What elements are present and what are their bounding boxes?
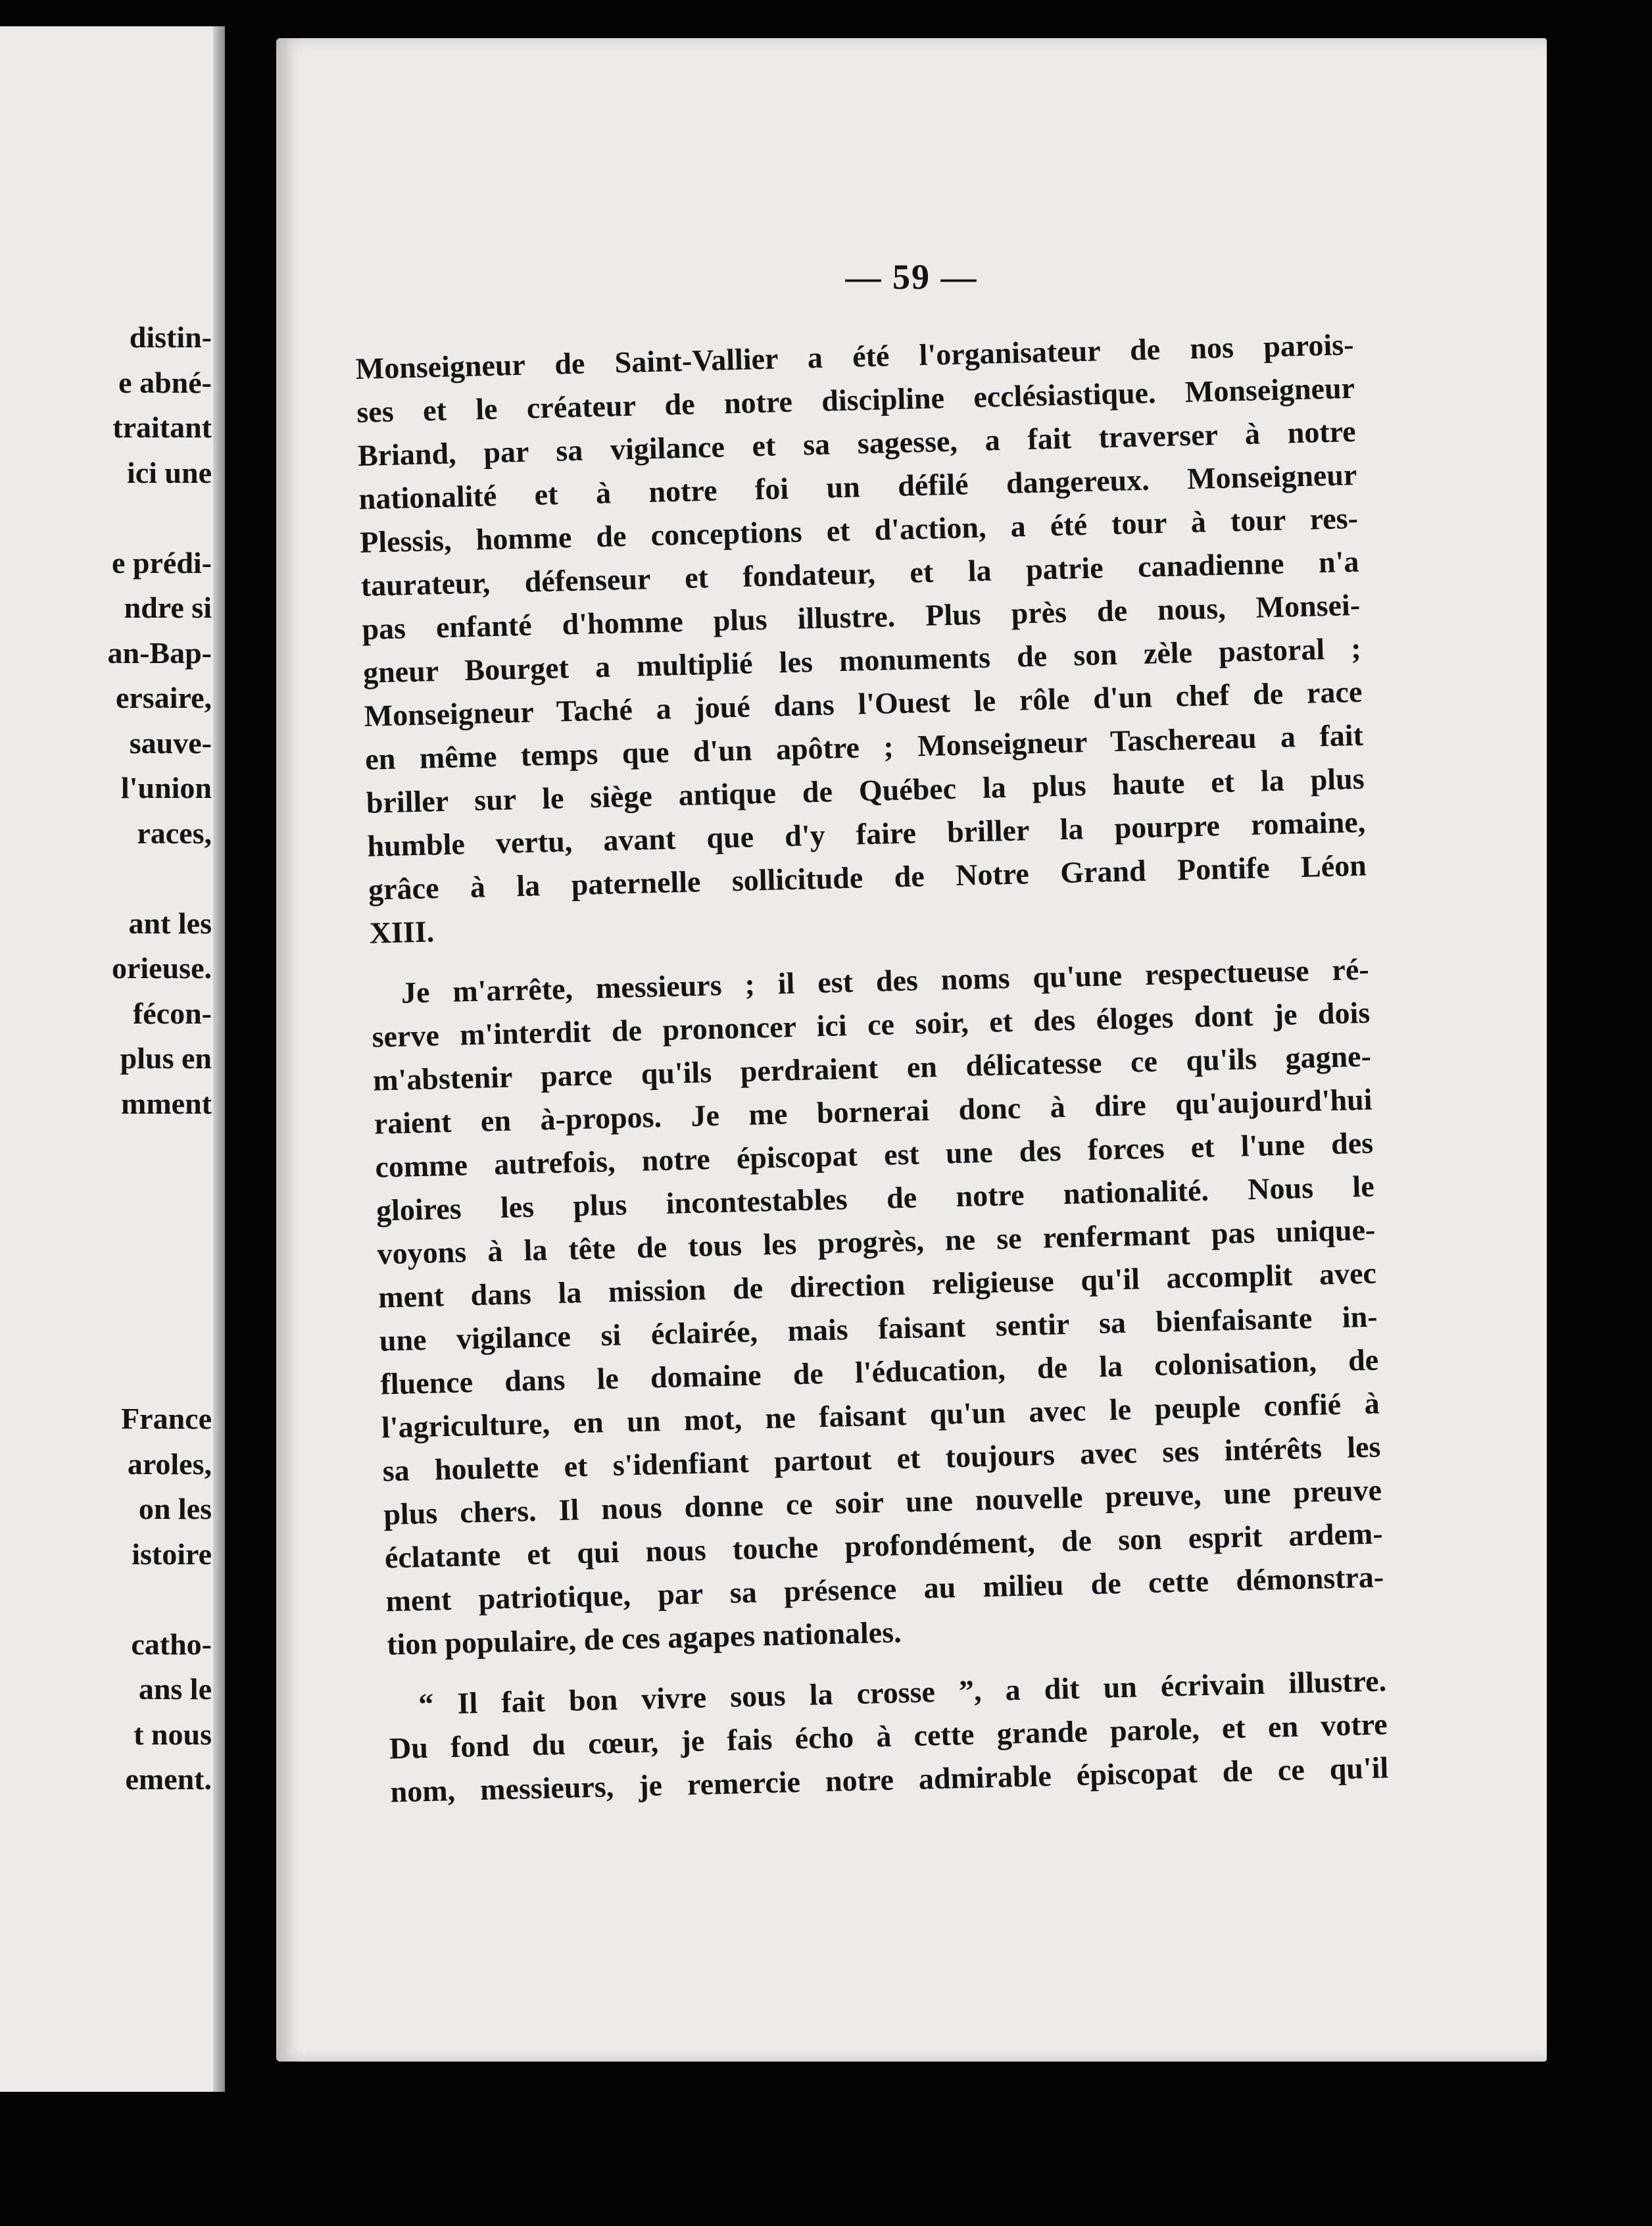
left-page-line-fragment: plus en — [120, 1041, 212, 1075]
left-page-line-fragment: ans le — [138, 1672, 212, 1706]
left-page-line-fragment: catho- — [131, 1627, 212, 1661]
left-page-line-fragment: e prédi- — [111, 545, 212, 580]
text-line: briller sur le siège antique de Québec la plus haute et la plus — [366, 761, 1365, 820]
text-line: ment dans la mission de direction religieuse qu'il accomplit avec — [377, 1256, 1377, 1314]
previous-page-fragment — [0, 26, 225, 2092]
text-line: serve m'interdit de prononcer ici ce soir, et des éloges dont je dois — [371, 995, 1371, 1054]
book-page — [276, 38, 1547, 2062]
text-line: Monseigneur de Saint-Vallier a été l'organisateur de nos parois- — [355, 327, 1354, 385]
left-page-line-fragment: France — [121, 1402, 212, 1435]
text-line: Monseigneur Taché a joué dans l'Ouest le rôle d'un chef de race — [364, 674, 1363, 733]
left-page-line-fragment: orieuse. — [111, 951, 212, 985]
left-page-line-fragment: races, — [137, 816, 212, 850]
left-page-line-fragment: mment — [121, 1086, 212, 1120]
text-line: en même temps que d'un apôtre ; Monseigneur Taschereau a fait — [364, 718, 1364, 776]
left-page-line-fragment: sauve- — [129, 726, 212, 760]
text-line: Plessis, homme de conceptions et d'action, a été tour à tour res- — [359, 501, 1359, 559]
body-text — [355, 323, 1389, 1814]
text-line: pas enfanté d'homme plus illustre. Plus près de nous, Monsei- — [361, 587, 1361, 646]
text-line: taurateur, défenseur et fondateur, et la patrie canadienne n'a — [360, 544, 1360, 603]
left-page-line-fragment: traitant — [112, 410, 212, 444]
text-line: nationalité et à notre foi un défilé dangereux. Monseigneur — [358, 457, 1357, 516]
left-page-line-fragment: ndre si — [124, 591, 212, 624]
text-line: raient en à-propos. Je me bornerai donc à dire qu'aujourd'hui — [374, 1082, 1373, 1141]
text-line: plus chers. Il nous donne ce soir une nouvelle preuve, une preuve — [383, 1473, 1382, 1531]
text-line: Je m'arrête, messieurs ; il est des noms qu'une respectueuse ré- — [401, 952, 1370, 1010]
paragraph-1 — [355, 323, 1368, 955]
page-gutter-shadow — [213, 26, 225, 2092]
paragraph-3 — [388, 1659, 1389, 1814]
text-line: “ Il fait bon vivre sous la crosse ”, a dit un écrivain illustre. — [418, 1664, 1387, 1721]
text-line: fluence dans le domaine de l'éducation, de la colonisation, de — [379, 1343, 1379, 1401]
text-line: l'agriculture, en un mot, ne faisant qu'un avec le peuple confié à — [381, 1386, 1380, 1445]
left-page-line-fragment: ersaire, — [115, 681, 212, 714]
left-page-line-fragment: t nous — [134, 1717, 212, 1751]
text-line: XIII. — [369, 914, 435, 950]
left-page-line-fragment: an-Bap- — [107, 635, 212, 670]
paragraph-2 — [370, 948, 1385, 1667]
text-line: nom, messieurs, je remercie notre admirable épiscopat de ce qu'il — [390, 1750, 1389, 1809]
text-line: ment patriotique, par sa présence au milieu de cette démonstra- — [385, 1560, 1384, 1618]
left-page-line-fragment: istoire — [132, 1537, 212, 1571]
text-line: tion populaire, de ces agapes nationales. — [386, 1615, 902, 1662]
left-page-line-fragment: l'union — [120, 771, 212, 804]
left-page-line-fragment: e abné- — [118, 365, 212, 399]
left-page-line-fragment: distin- — [129, 320, 212, 354]
left-page-line-fragment: aroles, — [127, 1447, 212, 1481]
text-line: grâce à la paternelle sollicitude de Notre Grand Pontife Léon — [368, 848, 1367, 906]
left-page-line-fragment: fécon- — [132, 996, 212, 1030]
text-line: ses et le créateur de notre discipline ecclésiastique. Monseigneur — [356, 370, 1355, 429]
text-line: éclatante et qui nous touche profondément, de son esprit ardem- — [384, 1516, 1384, 1575]
text-line: m'abstenir parce qu'ils perdraient en délicatesse ce qu'ils gagne- — [372, 1039, 1372, 1097]
page-number: — 59 — — [845, 257, 978, 297]
text-line: comme autrefois, notre épiscopat est une des forces et l'une des — [374, 1125, 1374, 1184]
left-page-line-fragment: on les — [138, 1492, 212, 1525]
text-line: gneur Bourget a multiplié les monuments de son zèle pastoral ; — [362, 631, 1362, 689]
text-line: voyons à la tête de tous les progrès, ne se renfermant pas unique- — [377, 1212, 1376, 1271]
text-line: une vigilance si éclairée, mais faisant sentir sa bienfaisante in- — [379, 1299, 1378, 1358]
left-page-line-fragment: ici une — [126, 455, 212, 489]
text-line: sa houlette et s'idenfiant partout et toujours avec ses intérêts les — [382, 1429, 1381, 1488]
left-page-line-fragment: ement. — [125, 1762, 212, 1796]
text-line: Du fond du cœur, je fais écho à cette grande parole, et en votre — [389, 1707, 1388, 1766]
text-line: Briand, par sa vigilance et sa sagesse, a fait traverser à notre — [357, 414, 1357, 472]
text-line: humble vertu, avant que d'y faire briller la pourpre romaine, — [366, 804, 1366, 863]
text-line: gloires les plus incontestables de notre nationalité. Nous le — [376, 1169, 1375, 1227]
left-page-line-fragment: ant les — [128, 906, 212, 940]
